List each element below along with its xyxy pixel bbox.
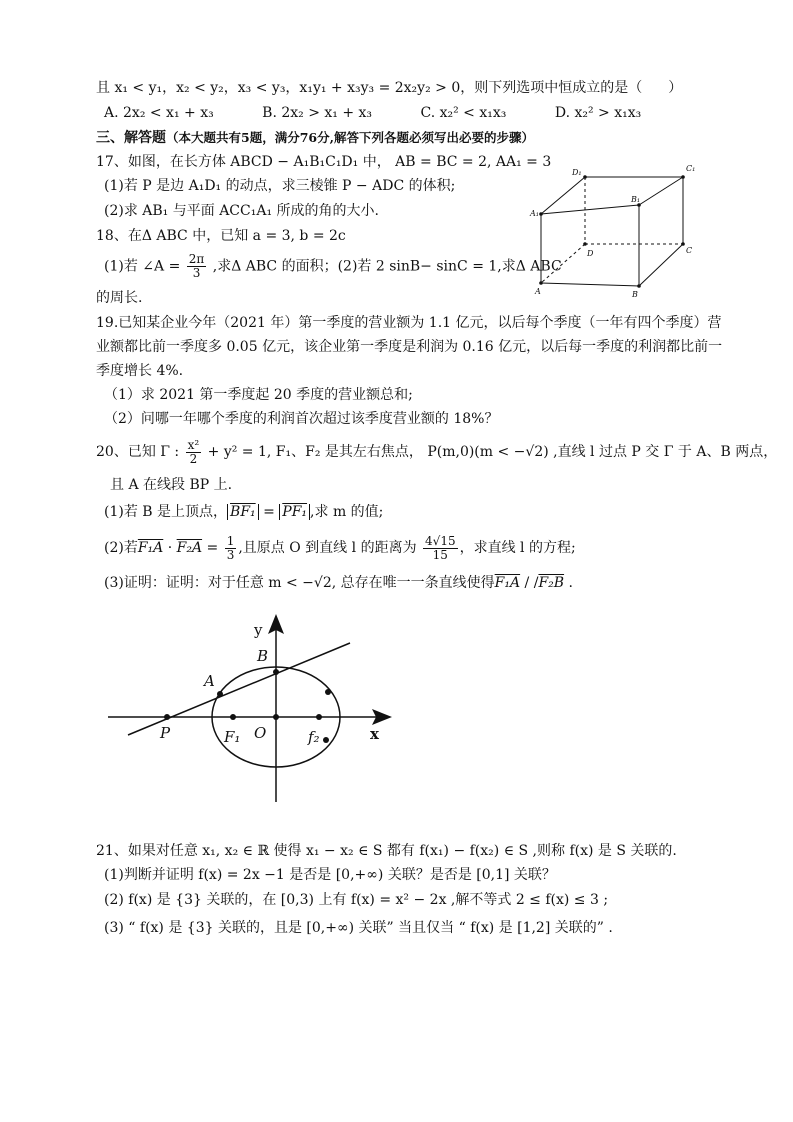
- q17-stem: 17、如图，在长方体 ABCD − A₁B₁C₁D₁ 中， AB = BC = 2, AA₁ = 3: [96, 154, 552, 170]
- option-c: C. x₂² < x₁x₃: [420, 105, 507, 121]
- q19-line3: 季度增长 4%.: [96, 363, 184, 379]
- q21-part3: (3) “ f(x) 是 {3} 关联的，且是 [0,+∞) 关联” 当且仅当 “ f(x) 是 [1,2] 关联的” .: [104, 920, 613, 936]
- q20-stem: 20、已知 Γ : $\frac{\text{x²}}{2}$ + y² = 1, F₁、F₂ 是其左右焦点， P(m,0)(m < −√2) ,直线 l 过点 P 交 Γ 于 A、B 两点，: [96, 437, 778, 466]
- point-f1-label: F₁: [224, 728, 241, 746]
- q18-stem: 18、在Δ ABC 中，已知 a = 3, b = 2c: [96, 228, 346, 244]
- q19-line2: 业额都比前一季度多 0.05 亿元，该企业第一季度是利润为 0.16 亿元，以后每一季度的利润都比前一: [96, 339, 723, 355]
- q18-fraction: $\frac{2\pi}{3}$: [188, 252, 205, 280]
- q21-part1: (1)判断并证明 f(x) = 2x −1 是否是 [0,+∞) 关联？是否是 [0,1] 关联？: [104, 867, 556, 883]
- point-b-label: B: [257, 647, 269, 665]
- option-a: A. 2x₂ < x₁ + x₃: [104, 105, 214, 121]
- point-f2-label: f₂: [308, 728, 320, 746]
- q18-part1: (1)若 ∠A = $\frac{2\pi}{3}$ ,求Δ ABC 的面积；(2)若 2 sinB− sinC = 1,求Δ ABC: [104, 252, 562, 280]
- label-a: A: [535, 287, 541, 296]
- label-b: B: [632, 290, 638, 298]
- q19-part1: （1）求 2021 第一季度起 20 季度的营业额总和;: [104, 387, 413, 403]
- label-a1: A₁: [530, 209, 539, 218]
- q16-options: [104, 103, 685, 123]
- origin-label: O: [254, 724, 267, 742]
- q20-fraction: $\frac{\text{x²}}{2}$: [187, 437, 200, 466]
- q20-part2: (2)若F₁A · F₂A = $\frac{1}{3}$ ,且原点 O 到直线 l 的距离为 $\frac{4√15}{15}$ ，求直线 l 的方程;: [104, 533, 576, 562]
- point-a-label: A: [204, 672, 215, 690]
- label-b1: B₁: [631, 195, 641, 204]
- label-d: D: [587, 249, 594, 258]
- q16-condition: 且 x₁ < y₁，x₂ < y₂，x₃ < y₃，x₁y₁ + x₃y₃ = 2x₂y₂ > 0，则下列选项中恒成立的是（ ）: [96, 80, 683, 96]
- option-d: D. x₂² > x₁x₃: [554, 105, 642, 121]
- option-b: B. 2x₂ > x₁ + x₃: [262, 105, 373, 121]
- q19-line1: 19.已知某企业今年（2021 年）第一季度的营业额为 1.1 亿元，以后每个季度（一年有四个季度）营: [96, 315, 722, 331]
- q17-part2: (2)求 AB₁ 与平面 ACC₁A₁ 所成的角的大小.: [104, 203, 379, 219]
- section-heading: 三、解答题（本大题共有5题，满分76分,解答下列各题必须写出必要的步骤）: [96, 130, 534, 146]
- label-c: C: [686, 246, 693, 255]
- q21-stem: 21、如果对任意 x₁, x₂ ∈ ℝ 使得 x₁ − x₂ ∈ S 都有 f(x₁) − f(x₂) ∈ S ,则称 f(x) 是 S 关联的.: [96, 843, 677, 859]
- q19-part2: （2）问哪一年哪个季度的利润首次超过该季度营业额的 18%？: [104, 411, 499, 427]
- q18-part1-end: 的周长.: [96, 290, 143, 306]
- y-axis-label: y: [254, 621, 263, 639]
- q21-part2: (2) f(x) 是 {3} 关联的，在 [0,3) 上有 f(x) = x² − 2x ,解不等式 2 ≤ f(x) ≤ 3 ;: [104, 892, 609, 908]
- q20-part3: (3)证明：证明：对于任意 m < −√2, 总存在唯一一条直线使得F₁A / /F₂B .: [104, 575, 573, 591]
- point-p-label: P: [160, 724, 171, 742]
- q17-part1: (1)若 P 是边 A₁D₁ 的动点，求三棱锥 P − ADC 的体积;: [104, 178, 456, 194]
- ellipse-figure: [100, 612, 400, 812]
- x-axis-label: x: [370, 725, 379, 743]
- q20-stem2: 且 A 在线段 BP 上.: [110, 477, 233, 493]
- q20-part1: (1)若 B 是上顶点， BF₁ = PF₁ ,求 m 的值;: [104, 504, 384, 520]
- label-c1: C₁: [686, 164, 696, 173]
- label-d1: D₁: [572, 168, 582, 177]
